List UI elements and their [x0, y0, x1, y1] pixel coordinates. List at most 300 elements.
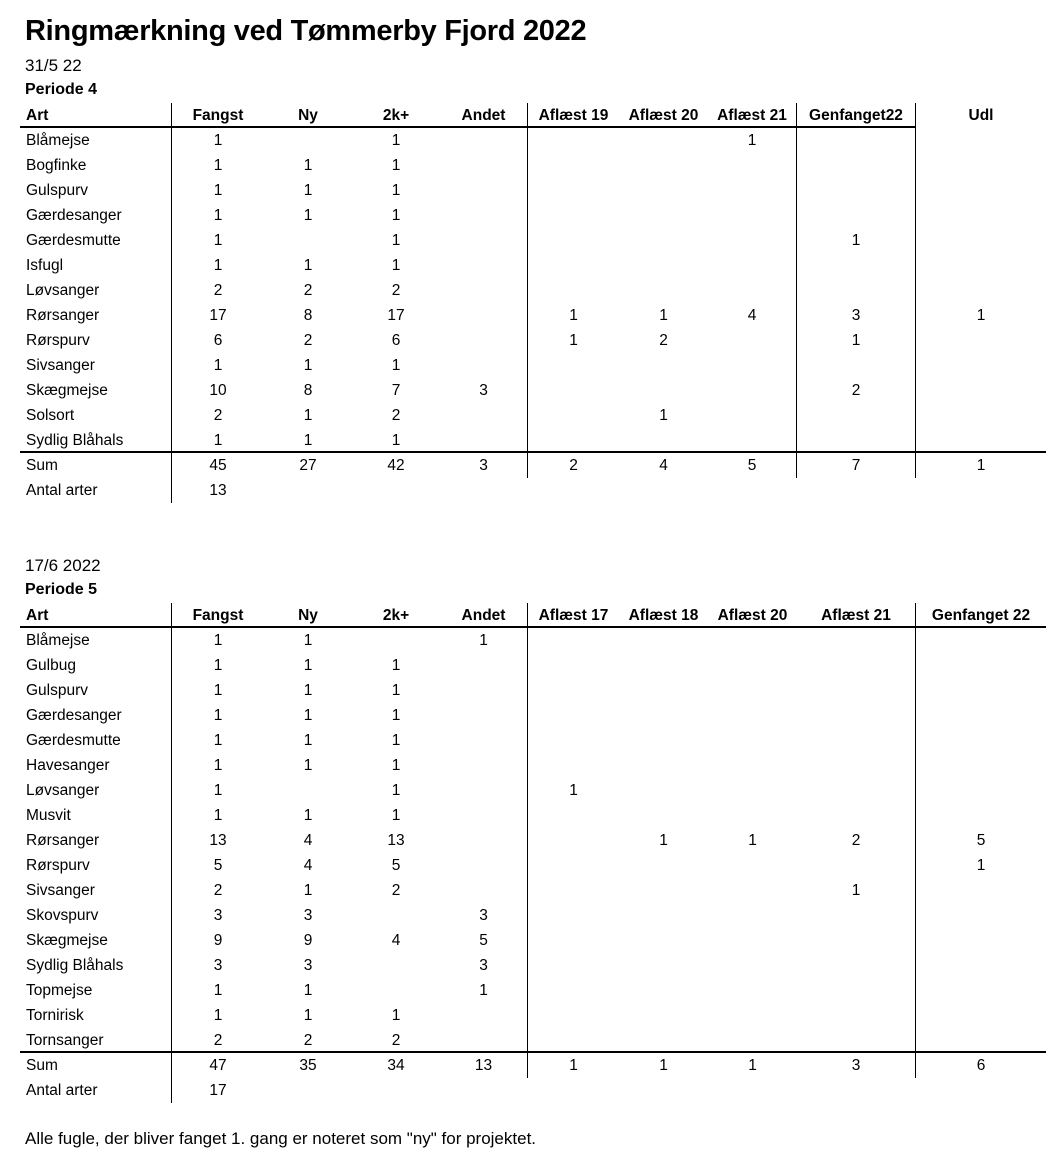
table-cell: 1 [213, 257, 223, 274]
table-cell [708, 328, 797, 353]
table-cell [797, 653, 916, 678]
table-cell [619, 228, 708, 253]
table-cell [916, 753, 1046, 778]
table-cell: 2 [213, 282, 223, 299]
table-cell [528, 728, 619, 753]
table-cell [797, 128, 916, 153]
table-cell [619, 678, 708, 703]
table-cell: 1 [797, 328, 916, 353]
table-cell [797, 803, 916, 828]
header-cell: Fangst [172, 103, 264, 128]
table-cell [916, 628, 1046, 653]
table-cell [619, 128, 708, 153]
table-row [20, 178, 1053, 203]
table-cell: 1 [213, 182, 223, 199]
table-cell [797, 478, 916, 503]
table-cell [797, 253, 916, 278]
table-cell [264, 1078, 352, 1103]
table-cell [708, 403, 797, 428]
table-cell: 1 [659, 832, 668, 849]
table-cell: 1 [264, 428, 352, 453]
table-cell [797, 903, 916, 928]
table-cell [797, 628, 916, 653]
page-title: Ringmærkning ved Tømmerby Fjord 2022 [25, 15, 587, 47]
table-row [20, 778, 1053, 803]
table-cell [619, 703, 708, 728]
table-cell [528, 903, 619, 928]
table-cell [440, 203, 528, 228]
table-cell [619, 628, 708, 653]
table-cell: 1 [303, 882, 313, 899]
table-cell: Solsort [20, 403, 172, 428]
table-cell: Sivsanger [20, 353, 172, 378]
table-cell [916, 353, 1046, 378]
table-cell: Musvit [20, 803, 172, 828]
table-cell [797, 203, 916, 228]
table-cell [916, 978, 1046, 1003]
table-cell [797, 153, 916, 178]
table-cell [528, 153, 619, 178]
table-cell: 1 [303, 807, 313, 824]
table-cell: 35 [299, 1057, 317, 1074]
header-cell: Aflæst 20 [619, 103, 708, 128]
table-cell: Tornirisk [20, 1003, 172, 1028]
table-cell [916, 328, 1046, 353]
table-cell [708, 153, 797, 178]
table-cell: Gærdesanger [20, 203, 172, 228]
table-cell: 5 [440, 928, 528, 953]
table-cell: 2 [797, 828, 916, 853]
table-cell [916, 278, 1046, 303]
table-cell [916, 878, 1046, 903]
table-cell: Tornsanger [20, 1028, 172, 1053]
table-cell [528, 653, 619, 678]
table-cell: 1 [440, 628, 528, 653]
table-row [20, 678, 1053, 703]
table-cell [708, 778, 797, 803]
table-cell [619, 1003, 708, 1028]
table-cell: 1 [708, 128, 797, 153]
table-row [20, 828, 1053, 853]
table-cell: 1 [213, 732, 223, 749]
table-cell [708, 278, 797, 303]
table-cell [619, 1078, 708, 1103]
table-cell [916, 478, 1046, 503]
table-cell: 1 [303, 682, 313, 699]
table-cell [528, 228, 619, 253]
table-cell [797, 778, 916, 803]
table-row [20, 428, 1053, 453]
table-cell [440, 353, 528, 378]
table-cell: Bogfinke [20, 153, 172, 178]
period-label: Periode 5 [25, 581, 98, 598]
header-cell: 2k+ [352, 603, 440, 628]
table-cell: 1 [303, 757, 313, 774]
table-cell [916, 228, 1046, 253]
table-cell: 3 [440, 903, 528, 928]
table-row [20, 628, 1053, 653]
table-cell: 1 [303, 157, 313, 174]
table-cell: Sydlig Blåhals [20, 428, 172, 453]
table-cell [619, 753, 708, 778]
table-cell [708, 253, 797, 278]
table-cell [528, 803, 619, 828]
table-cell [440, 1078, 528, 1103]
date-label: 31/5 22 [25, 56, 82, 75]
table-row [20, 353, 1053, 378]
table-cell: Sum [20, 453, 172, 478]
table-cell: 1 [213, 782, 223, 799]
table-cell: Rørspurv [20, 328, 172, 353]
table-cell: 5 [708, 453, 797, 478]
table-row [20, 128, 1053, 153]
table-cell [916, 428, 1046, 453]
table-cell [797, 1003, 916, 1028]
table-cell: 6 [976, 1057, 986, 1074]
table-cell [797, 978, 916, 1003]
table-cell [440, 328, 528, 353]
table-cell [619, 278, 708, 303]
table-cell [440, 853, 528, 878]
table-cell: 9 [303, 932, 313, 949]
table-cell [528, 1028, 619, 1053]
table-cell [352, 1078, 440, 1103]
table-cell [440, 803, 528, 828]
table-cell: Gulspurv [20, 178, 172, 203]
table-cell: 1 [213, 357, 223, 374]
table-cell: 4 [659, 457, 668, 474]
table-cell: 1 [303, 657, 313, 674]
table-cell: 2 [303, 282, 313, 299]
table-cell [440, 878, 528, 903]
table-cell: 1 [391, 657, 401, 674]
table-cell [352, 478, 440, 503]
header-cell: Genfanget 22 [916, 603, 1046, 628]
table-cell: 1 [391, 807, 401, 824]
table-cell: 17 [209, 307, 227, 324]
table-cell: Antal arter [20, 478, 172, 503]
period-label: Periode 4 [25, 81, 98, 98]
table-row [20, 378, 1053, 403]
table-cell [708, 978, 797, 1003]
table-cell [619, 203, 708, 228]
table-cell: 1 [213, 757, 223, 774]
table-row [20, 953, 1053, 978]
table-row [20, 903, 1053, 928]
table-cell: 1 [659, 1057, 668, 1074]
table-cell [916, 153, 1046, 178]
table-cell [797, 703, 916, 728]
table-cell [619, 953, 708, 978]
table-cell: 13 [209, 482, 227, 499]
table-cell [619, 653, 708, 678]
table-cell [708, 1078, 797, 1103]
table-cell [264, 778, 352, 803]
table-row [20, 928, 1053, 953]
table-cell: 1 [391, 157, 401, 174]
table-cell: 1 [303, 732, 313, 749]
table-cell: Sum [20, 1053, 172, 1078]
table-cell [708, 653, 797, 678]
table-cell: 2 [213, 407, 223, 424]
period-5-section [20, 555, 1053, 1103]
table-cell [916, 678, 1046, 703]
table-cell: 1 [213, 807, 223, 824]
table-cell [528, 1003, 619, 1028]
table-cell [440, 828, 528, 853]
header-cell: Aflæst 18 [619, 603, 708, 628]
table-row [20, 303, 1053, 328]
table-cell [916, 703, 1046, 728]
table-cell [797, 753, 916, 778]
table-cell: 1 [391, 132, 401, 149]
table-cell [528, 878, 619, 903]
table-cell: Løvsanger [20, 278, 172, 303]
table-cell [619, 803, 708, 828]
table-cell [708, 803, 797, 828]
table-cell: 2 [391, 282, 401, 299]
table-row [20, 403, 1053, 428]
table-cell [440, 153, 528, 178]
table-cell: Gulspurv [20, 678, 172, 703]
table-cell [708, 903, 797, 928]
table-cell [797, 278, 916, 303]
header-cell: Fangst [172, 603, 264, 628]
table-cell [440, 1028, 528, 1053]
antal-arter-row [20, 478, 1053, 503]
table-cell: 1 [213, 1007, 223, 1024]
table-cell [708, 628, 797, 653]
table-cell: 1 [569, 307, 578, 324]
table-cell [619, 178, 708, 203]
table-cell: 1 [303, 207, 313, 224]
table-cell: 1 [303, 357, 313, 374]
table-cell: Skægmejse [20, 378, 172, 403]
table-cell [708, 178, 797, 203]
table-cell [264, 228, 352, 253]
table-cell: 1 [748, 1057, 757, 1074]
header-cell: Aflæst 21 [708, 103, 797, 128]
table-cell [797, 1028, 916, 1053]
table-cell: 9 [213, 932, 223, 949]
table-cell [528, 128, 619, 153]
table-cell [916, 778, 1046, 803]
table-row [20, 328, 1053, 353]
table-cell [528, 178, 619, 203]
table-row [20, 878, 1053, 903]
header-cell: Aflæst 21 [797, 603, 916, 628]
table-cell: 1 [213, 232, 223, 249]
table-cell [916, 378, 1046, 403]
table-cell [797, 953, 916, 978]
table-cell: 13 [209, 832, 227, 849]
table-cell: 1 [391, 732, 401, 749]
table-cell [528, 928, 619, 953]
table-cell [797, 1078, 916, 1103]
table-row [20, 203, 1053, 228]
table-cell: 1 [391, 707, 401, 724]
table-cell: 2 [172, 1028, 264, 1053]
table-cell: 1 [303, 707, 313, 724]
table-cell [619, 253, 708, 278]
header-cell: Andet [440, 603, 528, 628]
table-row [20, 753, 1053, 778]
table-cell: 1 [303, 407, 313, 424]
table-cell: 1 [391, 207, 401, 224]
table-cell: 6 [213, 332, 223, 349]
table-cell: Topmejse [20, 978, 172, 1003]
table-cell [440, 428, 528, 453]
table-cell: 1 [213, 132, 223, 149]
table-cell: Skovspurv [20, 903, 172, 928]
table-cell: 3 [303, 957, 313, 974]
table-cell [708, 678, 797, 703]
table-cell [619, 353, 708, 378]
table-cell: 3 [213, 907, 223, 924]
table-cell [440, 403, 528, 428]
table-cell: 1 [391, 1007, 401, 1024]
table-cell: 1 [391, 357, 401, 374]
table-cell: Løvsanger [20, 778, 172, 803]
header-cell: Art [20, 103, 172, 128]
table-cell: 2 [659, 332, 668, 349]
table-cell: Havesanger [20, 753, 172, 778]
header-cell: Aflæst 20 [708, 603, 797, 628]
date-label: 17/6 2022 [25, 556, 101, 575]
table-cell [352, 953, 440, 978]
table-cell: 1 [213, 207, 223, 224]
table-cell: 1 [391, 182, 401, 199]
table-cell: Gærdesanger [20, 703, 172, 728]
table-cell [797, 728, 916, 753]
header-cell: 2k+ [352, 103, 440, 128]
table-cell [440, 678, 528, 703]
table-cell: 1 [569, 1057, 578, 1074]
table-cell [528, 828, 619, 853]
table-row [20, 853, 1053, 878]
table-cell: 7 [797, 453, 916, 478]
table-cell [352, 903, 440, 928]
period-4-section [20, 55, 1053, 503]
table-cell: Antal arter [20, 1078, 172, 1103]
table-cell: 1 [213, 657, 223, 674]
table-cell: 47 [209, 1057, 227, 1074]
table-cell [440, 278, 528, 303]
table-cell [619, 728, 708, 753]
table-cell: 27 [299, 457, 317, 474]
table-cell: 1 [797, 878, 916, 903]
table-cell: 45 [209, 457, 227, 474]
table-cell: Gulbug [20, 653, 172, 678]
table-cell: 5 [391, 857, 401, 874]
table-cell [528, 353, 619, 378]
table-cell: 1 [659, 307, 668, 324]
table-cell: Sydlig Blåhals [20, 953, 172, 978]
table-cell [916, 1028, 1046, 1053]
table-cell: 2 [797, 378, 916, 403]
table-cell [264, 128, 352, 153]
table-cell [528, 378, 619, 403]
table-cell [619, 903, 708, 928]
table-cell [528, 953, 619, 978]
table-cell [528, 1078, 619, 1103]
table-cell: 3 [303, 907, 313, 924]
table-cell: 2 [264, 1028, 352, 1053]
header-cell: Art [20, 603, 172, 628]
ringing-table-period-4 [20, 103, 1053, 503]
table-cell [916, 653, 1046, 678]
table-cell [528, 628, 619, 653]
table-cell: 1 [213, 982, 223, 999]
table-cell: 5 [213, 857, 223, 874]
table-cell [708, 353, 797, 378]
table-cell: 1 [659, 407, 668, 424]
table-cell [916, 928, 1046, 953]
sum-row [20, 1053, 1053, 1078]
table-cell [440, 478, 528, 503]
table-cell [797, 928, 916, 953]
table-cell [528, 678, 619, 703]
table-cell [528, 428, 619, 453]
table-cell: 34 [387, 1057, 405, 1074]
table-cell [528, 478, 619, 503]
table-cell: Gærdesmutte [20, 728, 172, 753]
table-cell [797, 428, 916, 453]
table-cell [916, 953, 1046, 978]
table-row [20, 253, 1053, 278]
table-cell [528, 703, 619, 728]
table-cell [619, 978, 708, 1003]
table-cell: Rørspurv [20, 853, 172, 878]
table-cell: 1 [303, 982, 313, 999]
header-cell: Andet [440, 103, 528, 128]
table-cell: 5 [976, 832, 986, 849]
table-cell: 17 [209, 1082, 227, 1099]
table-cell [440, 303, 528, 328]
table-cell: 1 [569, 332, 578, 349]
table-cell [916, 203, 1046, 228]
table-cell: Isfugl [20, 253, 172, 278]
table-cell: 3 [440, 453, 528, 478]
header-cell: Aflæst 17 [528, 603, 619, 628]
table-cell [708, 428, 797, 453]
table-cell [528, 253, 619, 278]
table-row [20, 728, 1053, 753]
table-cell: Sivsanger [20, 878, 172, 903]
table-cell [797, 353, 916, 378]
table-cell: 1 [391, 782, 401, 799]
table-cell [619, 478, 708, 503]
table-row [20, 278, 1053, 303]
table-cell: 8 [303, 382, 313, 399]
table-row [20, 978, 1053, 1003]
table-cell: 2 [303, 332, 313, 349]
footer-note: Alle fugle, der bliver fanget 1. gang er noteret som "ny" for projektet. [25, 1129, 537, 1148]
table-cell [528, 753, 619, 778]
table-cell [528, 203, 619, 228]
header-cell: Udl [968, 107, 994, 124]
table-cell: 2 [352, 1028, 440, 1053]
table-row [20, 1028, 1053, 1053]
table-row [20, 153, 1053, 178]
table-cell [708, 753, 797, 778]
table-cell: Blåmejse [20, 128, 172, 153]
table-header-row [20, 103, 1053, 128]
table-cell: 1 [797, 228, 916, 253]
table-cell: 1 [976, 857, 986, 874]
table-cell: 3 [440, 378, 528, 403]
table-cell [440, 703, 528, 728]
